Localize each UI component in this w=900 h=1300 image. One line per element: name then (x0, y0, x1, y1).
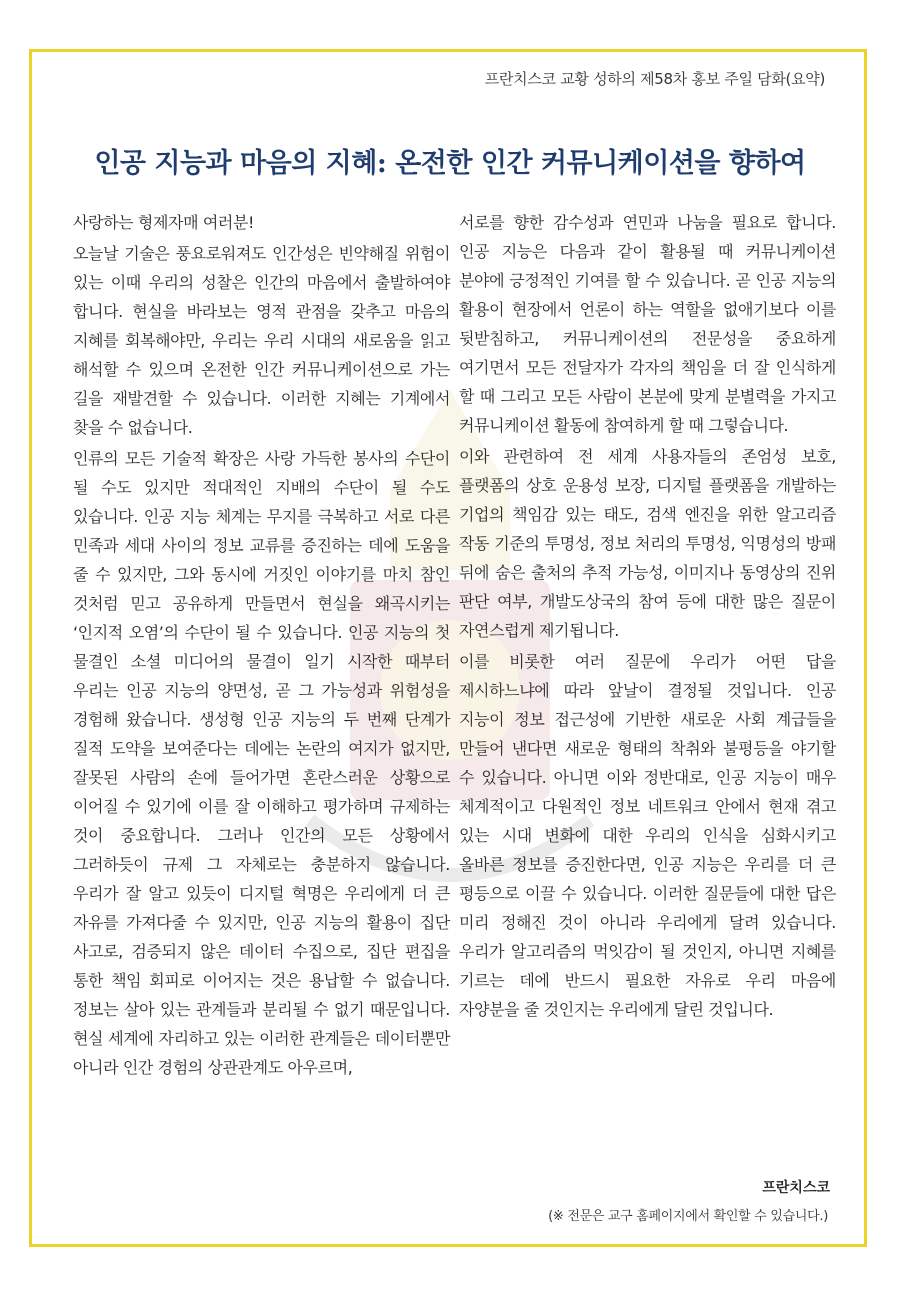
greeting-paragraph: 사랑하는 형제자매 여러분! (73, 213, 255, 232)
left-column (73, 208, 450, 1084)
footer-note: (※ 전문은 교구 홈페이지에서 확인할 수 있습니다.) (548, 1209, 828, 1224)
document-title: 인공 지능과 마음의 지혜: 온전한 인간 커뮤니케이션을 향하여 (94, 148, 806, 179)
body-paragraph: 인류의 모든 기술적 확장은 사랑 가득한 봉사의 수단이 될 수도 있지만 적대적인 지배의 수단이 될 수도 있습니다. 인공 지능 체계는 무지를 극복하고 서로 다른 민족과 세대 사이의 정보 교류를 증진하는 데에 도움을 줄 수 있지만, 그와 동시에 거짓인 이야기를 마치 참인 것처럼 믿고 공유하게 만들면서 현실을 왜곡시키는 ‘인지적 오염’의 수단이 될 수 있습니다. 인공 지능의 첫 물결인 소셜 미디어의 물결이 일기 시작한 때부터 우리는 인공 지능의 양면성, 곧 그 가능성과 위험성을 경험해 왔습니다. 생성형 인공 지능의 두 번째 단계가 질적 도약을 보여준다는 데에는 논란의 여지가 없지만, 잘못된 사람의 손에 들어가면 혼란스러운 상황으로 이어질 수 있기에 이를 잘 이해하고 평가하며 규제하는 것이 중요합니다. 그러나 인간의 모든 상황에서 그러하듯이 규제 그 자체로는 충분하지 않습니다. 우리가 잘 알고 있듯이 디지털 혁명은 우리에게 더 큰 자유를 가져다줄 수 있지만, 인공 지능의 활용이 집단 사고로, 검증되지 않은 데이터 수집으로, 집단 편집을 통한 책임 회피로 이어지는 것은 용납할 수 없습니다. 정보는 살아 있는 관계들과 분리될 수 없기 때문입니다. 현실 세계에 자리하고 있는 이러한 관계들은 데이터뿐만 아니라 인간 경험의 상관관계도 아우르며, (73, 449, 450, 1077)
right-column (459, 208, 836, 1026)
body-paragraph: 오늘날 기술은 풍요로워져도 인간성은 빈약해질 위험이 있는 이때 우리의 성찰은 인간의 마음에서 출발하여야 합니다. 현실을 바라보는 영적 관점을 갖추고 마음의 지혜를 회복해야만, 우리는 우리 시대의 새로움을 읽고 해석할 수 있으며 온전한 인간 커뮤니케이션으로 가는 길을 재발견할 수 있습니다. 이러한 지혜는 기계에서 찾을 수 없습니다. (73, 244, 450, 437)
signature: 프란치스코 (762, 1180, 830, 1196)
body-paragraph: 이를 비롯한 여러 질문에 우리가 어떤 답을 제시하느냐에 따라 앞날이 결정될 것입니다. 인공 지능이 정보 접근성에 기반한 새로운 사회 계급들을 만들어 낸다면 새로운 형태의 착취와 불평등을 야기할 수 있습니다. 아니면 이와 정반대로, 인공 지능이 매우 체계적이고 다원적인 정보 네트워크 안에서 현재 겪고 있는 시대 변화에 대한 우리의 인식을 심화시키고 올바른 정보를 증진한다면, 인공 지능은 우리를 더 큰 평등으로 이끌 수 있습니다. 이러한 질문들에 대한 답은 미리 정해진 것이 아니라 우리에게 달려 있습니다. 우리가 알고리즘의 먹잇감이 될 것인지, 아니면 지혜를 기르는 데에 반드시 필요한 자유로 우리 마음에 자양분을 줄 것인지는 우리에게 달린 것입니다. (459, 652, 836, 1019)
body-paragraph: 이와 관련하여 전 세계 사용자들의 존엄성 보호, 플랫폼의 상호 운용성 보장, 디지털 플랫폼을 개발하는 기업의 책임감 있는 태도, 검색 엔진을 위한 알고리즘 작동 기준의 투명성, 정보 처리의 투명성, 익명성의 방패 뒤에 숨은 출처의 추적 가능성, 이미지나 동영상의 진위 판단 여부, 개발도상국의 참여 등에 대한 많은 질문이 자연스럽게 제기됩니다. (459, 447, 836, 640)
body-paragraph: 서로를 향한 감수성과 연민과 나눔을 필요로 합니다. 인공 지능은 다음과 같이 활용될 때 커뮤니케이션 분야에 긍정적인 기여를 할 수 있습니다. 곧 인공 지능의 활용이 현장에서 언론이 하는 역할을 없애기보다 이를 뒷받침하고, 커뮤니케이션의 전문성을 중요하게 여기면서 모든 전달자가 각자의 책임을 더 잘 인식하게 할 때 그리고 모든 사람이 본분에 맞게 분별력을 가지고 커뮤니케이션 활동에 참여하게 할 때 그렇습니다. (459, 213, 836, 435)
document-subtitle: 프란치스코 교황 성하의 제58차 홍보 주일 담화(요약) (484, 70, 825, 88)
